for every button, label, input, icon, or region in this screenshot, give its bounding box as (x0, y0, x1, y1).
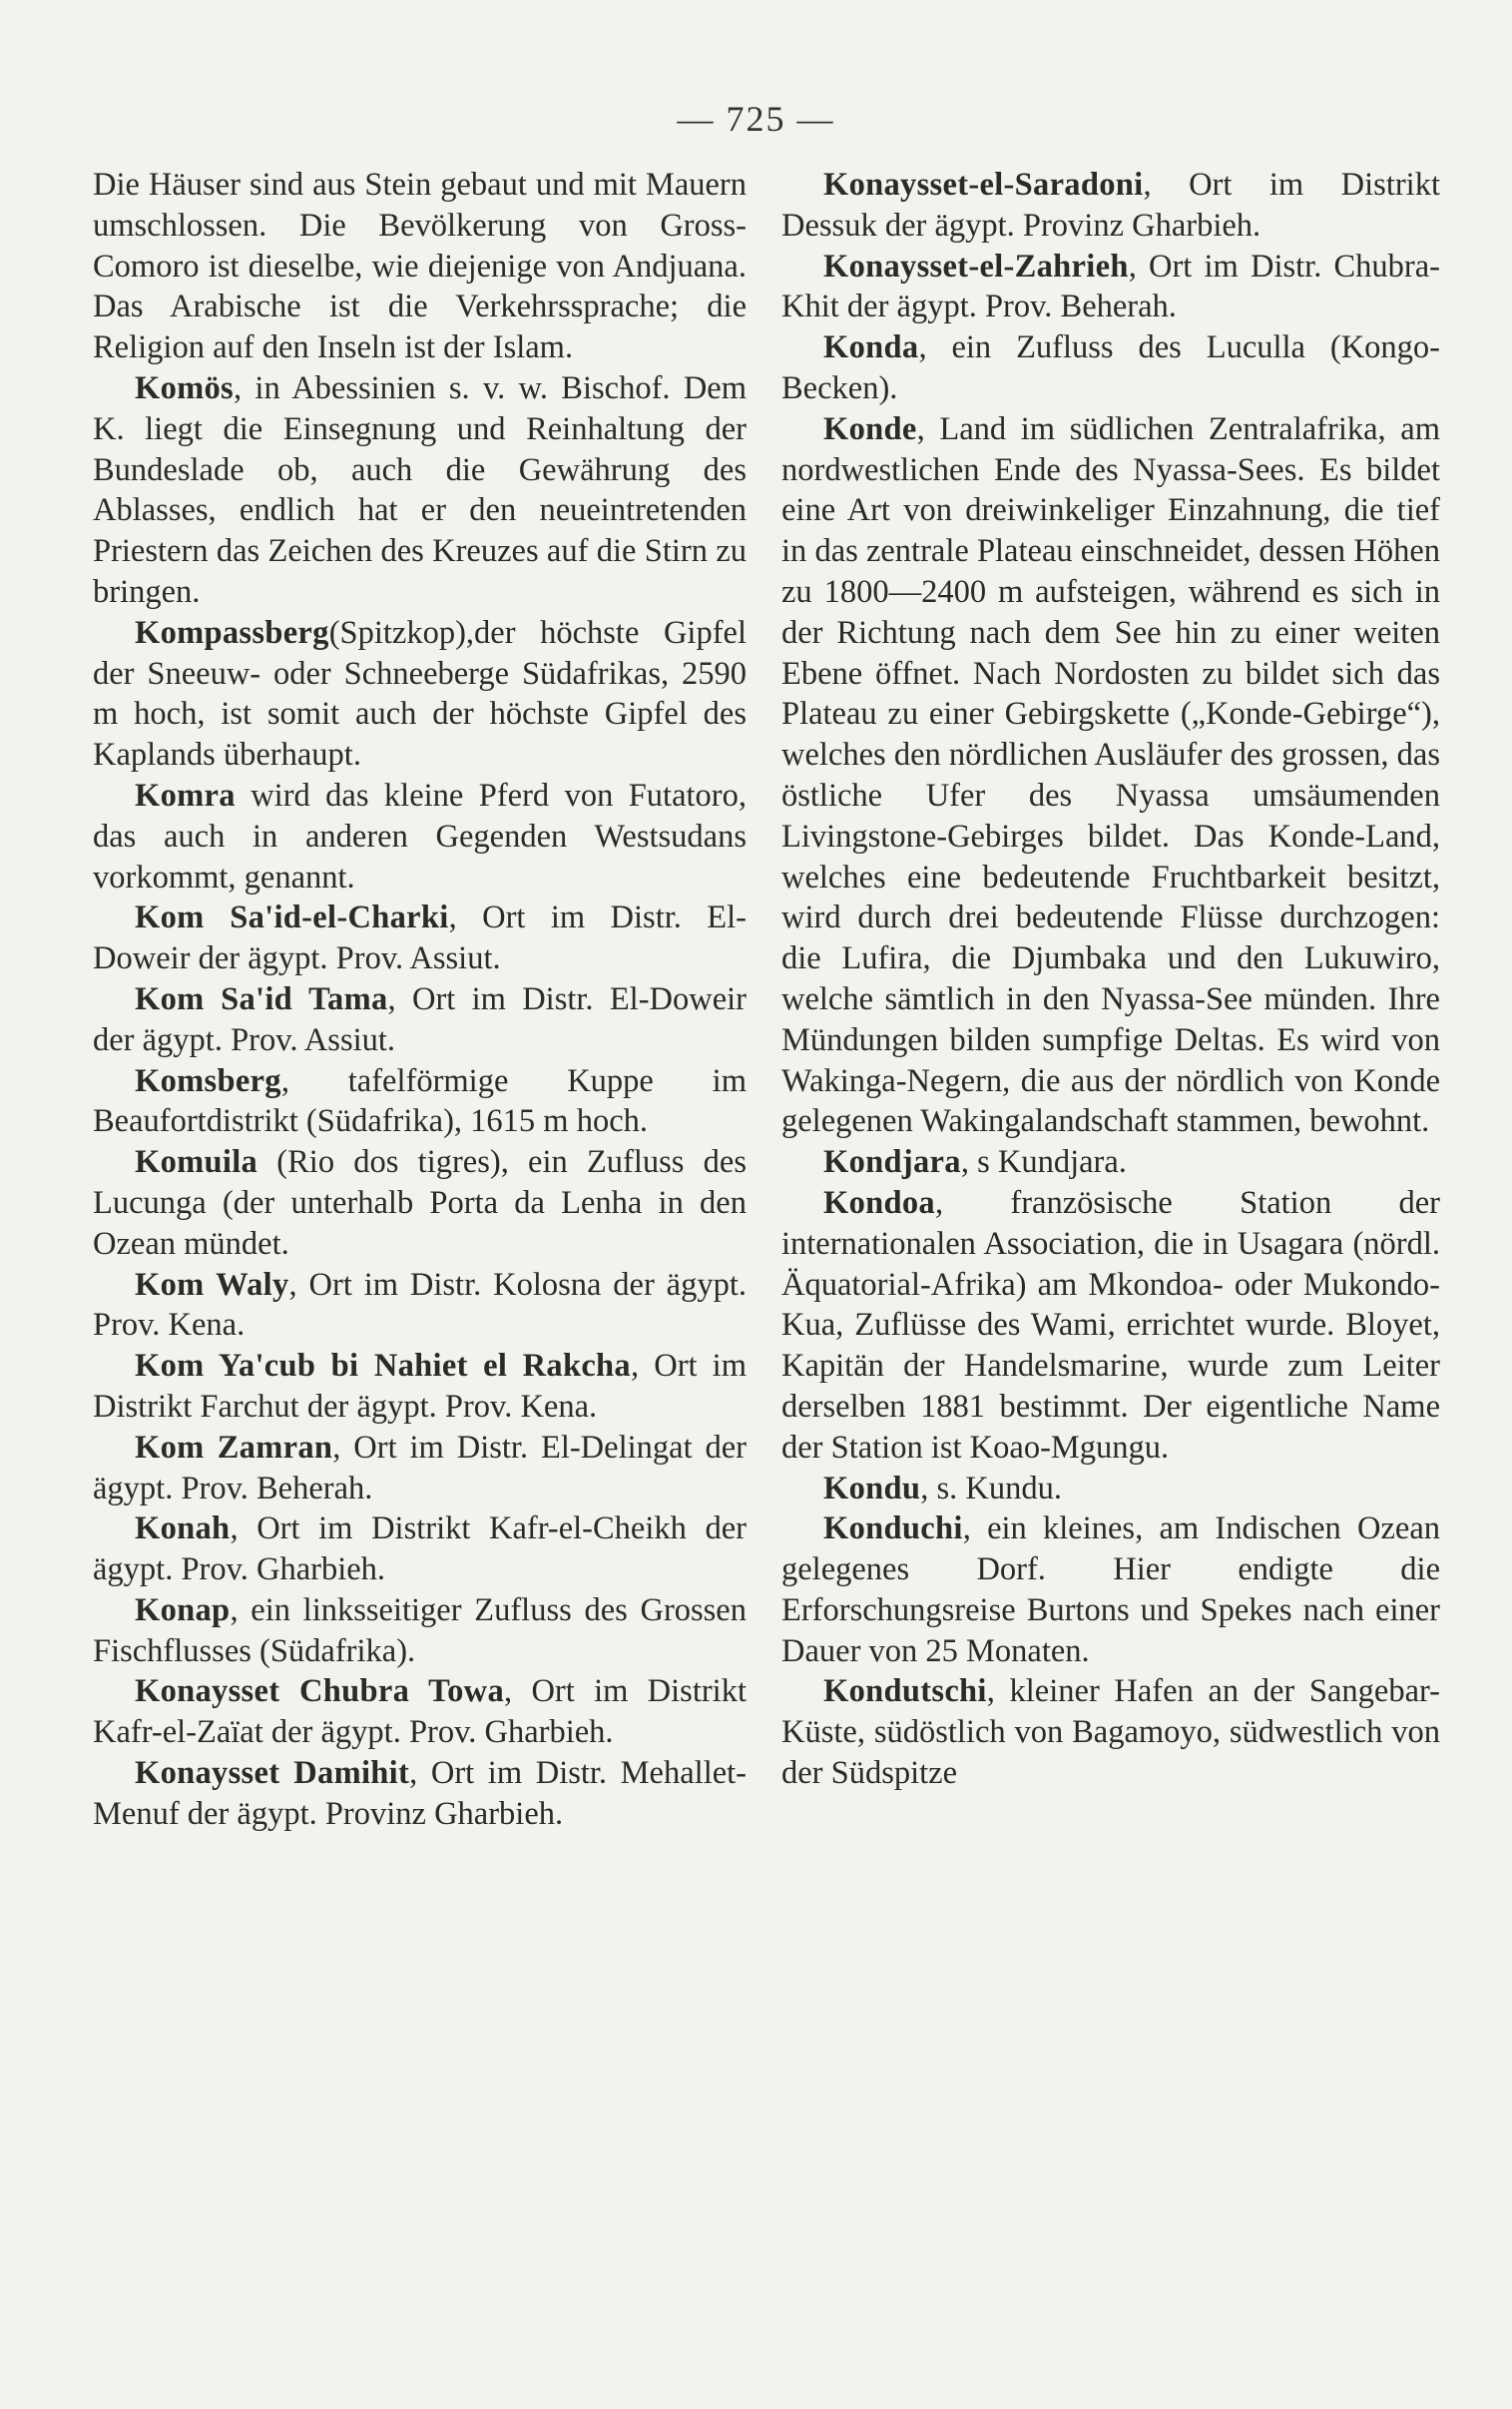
entry (781, 247, 1440, 328)
entry (93, 165, 747, 368)
entry (781, 1508, 1440, 1671)
entry-text: , Ort im Distrikt Kafr-el-Cheikh der ägypt. Prov. Gharbieh. (93, 1510, 747, 1588)
entry (781, 1183, 1440, 1469)
entry (781, 1469, 1440, 1509)
entry-text: , Land im südlichen Zentralafrika, am nordwestlichen Ende des Nyassa-Sees. Es bildet eine Art von dreiwinkeliger Einzahnung, die tief in das zentrale Plateau einschneidet, dessen Höhen zu 1800—2400 m aufsteigen, während es sich in der Richtung nach dem See hin zu einer weiten Ebene öffnet. Nach Nordosten zu bildet sich das Plateau zu einer Gebirgskette („Konde-Gebirge“), welches den nördlichen Ausläufer des grossen, das östliche Ufer des Nyassa umsäumenden Livingstone-Gebirges bildet. Das Konde-Land, welches eine bedeutende Fruchtbarkeit besitzt, wird durch drei bedeutende Flüsse durchzogen: die Lufira, die Djumbaka und den Lukuwiro, welche sämtlich in den Nyassa-See münden. Ihre Mündungen bilden sumpfige Deltas. Es wird von Wakinga-Negern, die aus der nördlich von Konde gelegenen Wakingalandschaft stammen, bewohnt. (781, 410, 1440, 1140)
entry-headword: Kondoa (823, 1184, 935, 1221)
entry-text: , Ort im Distr. El-Doweir der ägypt. Prov. Assiut. (93, 980, 747, 1058)
entry-headword: Komuila (135, 1144, 258, 1181)
entry-headword: Konaysset Damihit (135, 1755, 410, 1792)
entry-text: , s Kundjara. (960, 1144, 1127, 1181)
entry-headword: Komra (135, 777, 236, 814)
entry-headword: Kom Zamran (135, 1429, 333, 1466)
entry-text: , Ort im Distr. Mehallet-Menuf der ägypt. Provinz Gharbieh. (93, 1755, 747, 1832)
entry-headword: Kondu (823, 1470, 921, 1506)
entry-text: , Ort im Distrikt Dessuk der ägypt. Provinz Gharbieh. (781, 167, 1440, 244)
entry-text: , in Abessinien s. v. w. Bischof. Dem K. liegt die Einsegnung und Reinhaltung der Bundeslade ob, auch die Gewährung des Ablasses, endlich hat er den neueintretenden Priestern das Zeichen des Kreuzes auf die Stirn zu bringen. (93, 369, 747, 610)
page-number: — 725 — (677, 99, 835, 139)
entry-text: , Ort im Distrikt Farchut der ägypt. Prov. Kena. (93, 1348, 747, 1425)
entry (93, 1346, 747, 1428)
entry-text: , ein linksseitiger Zufluss des Grossen Fischflusses (Südafrika). (93, 1591, 747, 1669)
entry (93, 368, 747, 613)
entry-text: , ein Zufluss des Luculla (Kongo-Becken). (781, 329, 1440, 406)
entry-headword: Komös (135, 369, 234, 406)
entry-text: , s. Kundu. (920, 1470, 1063, 1506)
entry-headword: Kompassberg (135, 614, 329, 651)
entry-text: , tafelförmige Kuppe im Beaufortdistrikt (Südafrika), 1615 m hoch. (93, 1062, 747, 1140)
entry (93, 1753, 747, 1835)
entry (781, 1671, 1440, 1793)
entry (93, 1061, 747, 1143)
entry-headword: Konde (823, 410, 917, 447)
entry-headword: Kondjara (823, 1144, 961, 1181)
entry (781, 327, 1440, 409)
right-column (781, 165, 1440, 1794)
entry-headword: Kom Ya'cub bi Nahiet el Rakcha (135, 1348, 631, 1385)
entry (93, 1265, 747, 1347)
entry-headword: Konah (135, 1510, 231, 1547)
entry-text: , Ort im Distr. Chubra-Khit der ägypt. Prov. Beherah. (781, 248, 1440, 325)
entry (93, 613, 747, 776)
entry-text: , ein kleines, am Indischen Ozean gelegenes Dorf. Hier endigte die Erforschungsreise Burtons und Spekes nach einer Dauer von 25 Monaten. (781, 1510, 1440, 1669)
entry (93, 1590, 747, 1672)
entry-headword: Kom Sa'id-el-Charki (135, 900, 449, 936)
entry-text: (Rio dos tigres), ein Zufluss des Lucunga (der unterhalb Porta da Lenha in den Ozean mündet. (93, 1144, 747, 1262)
entry (93, 1508, 747, 1590)
entry-text: , Ort im Distr. Kolosna der ägypt. Prov. Kena. (93, 1266, 747, 1344)
entry (781, 1142, 1440, 1183)
entry-text: Die Häuser sind aus Stein gebaut und mit Mauern umschlossen. Die Bevölkerung von Gross-Comoro ist dieselbe, wie diejenige von Andjuana. Das Arabische ist die Verkehrssprache; die Religion auf den Inseln ist der Islam. (93, 167, 747, 366)
entry-text: (Spitzkop),der höchste Gipfel der Sneeuw- oder Schneeberge Südafrikas, 2590 m hoch, ist somit auch der höchste Gipfel des Kaplands überhaupt. (93, 614, 747, 774)
entry-headword: Konduchi (823, 1510, 963, 1547)
entry (781, 165, 1440, 247)
entry-headword: Konda (823, 329, 919, 366)
entry-headword: Komsberg (135, 1062, 281, 1099)
entry-headword: Konap (135, 1591, 231, 1628)
entry-headword: Kondutschi (823, 1673, 987, 1710)
entry-headword: Konaysset-el-Saradoni (823, 167, 1144, 203)
entry-text: , kleiner Hafen an der Sangebar-Küste, südöstlich von Bagamoyo, südwestlich von der Südspitze (781, 1673, 1440, 1792)
left-column (93, 165, 747, 1835)
entry-text: , Ort im Distrikt Kafr-el-Zaïat der ägypt. Prov. Gharbieh. (93, 1673, 747, 1751)
entry (93, 776, 747, 898)
entry-headword: Kom Waly (135, 1266, 289, 1303)
entry (93, 1428, 747, 1509)
entry-headword: Konaysset-el-Zahrieh (823, 248, 1129, 285)
entry-text: , Ort im Distr. El-Delingat der ägypt. Prov. Beherah. (93, 1429, 747, 1506)
entry (93, 979, 747, 1061)
entry-text: wird das kleine Pferd von Futatoro, das auch in anderen Gegenden Westsudans vorkommt, genannt. (93, 777, 747, 896)
entry-headword: Konaysset Chubra Towa (135, 1673, 505, 1710)
entry (93, 1671, 747, 1753)
entry (93, 898, 747, 979)
entry-headword: Kom Sa'id Tama (135, 980, 388, 1017)
entry (93, 1142, 747, 1264)
entry-text: , französische Station der internationalen Association, die in Usagara (nördl. Äquatorial-Afrika) am Mkondoa- oder Mukondo-Kua, Zuflüsse des Wami, errichtet wurde. Bloyet, Kapitän der Handelsmarine, wurde zum Leiter derselben 1881 bestimmt. Der eigentliche Name der Station ist Koao-Mgungu. (781, 1184, 1440, 1466)
entry-text: , Ort im Distr. El-Doweir der ägypt. Prov. Assiut. (93, 900, 747, 977)
entry (781, 409, 1440, 1142)
